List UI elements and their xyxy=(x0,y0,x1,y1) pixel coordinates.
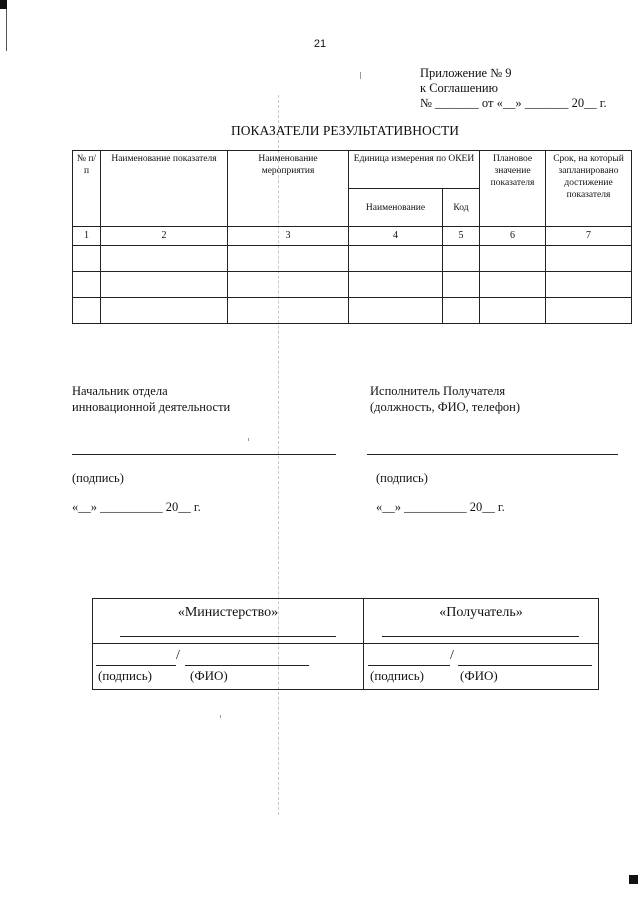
column-number: 2 xyxy=(101,227,228,246)
ministry-name-line[interactable] xyxy=(120,636,336,637)
empty-cell[interactable] xyxy=(101,272,228,298)
party-recipient: «Получатель» xyxy=(439,605,523,620)
scan-speck xyxy=(248,438,249,441)
column-number: 1 xyxy=(73,227,101,246)
right-title-line2: (должность, ФИО, телефон) xyxy=(370,400,521,414)
recipient-name-line[interactable] xyxy=(382,636,579,637)
header-deadline: Срок, на который запланировано достижение показателя xyxy=(546,151,632,227)
empty-cell[interactable] xyxy=(546,298,632,324)
party-ministry: «Министерство» xyxy=(177,605,279,620)
table-row xyxy=(73,246,632,272)
appendix-line: № _______ от «__» _______ 20__ г. xyxy=(420,96,607,110)
empty-cell[interactable] xyxy=(73,272,101,298)
right-date: «__» __________ 20__ г. xyxy=(376,500,505,514)
appendix-line: Приложение № 9 xyxy=(420,66,512,80)
empty-cell[interactable] xyxy=(546,272,632,298)
empty-cell[interactable] xyxy=(73,246,101,272)
table-row xyxy=(73,298,632,324)
column-number-row xyxy=(73,227,632,246)
header-indicator-name: Наименование показателя xyxy=(101,151,228,227)
right-signature-line[interactable] xyxy=(367,454,618,455)
header-unit-name: Наименование xyxy=(349,189,443,227)
empty-cell[interactable] xyxy=(349,272,443,298)
empty-cell[interactable] xyxy=(480,246,546,272)
box-divider xyxy=(92,643,598,644)
right-signature-label: (подпись) xyxy=(376,471,428,485)
empty-cell[interactable] xyxy=(443,246,480,272)
appendix-line: к Соглашению xyxy=(420,81,498,95)
scan-speck xyxy=(360,72,361,79)
header-unit-code: Код xyxy=(443,189,480,227)
header-unit-group: Единица измерения по ОКЕИ xyxy=(349,151,480,189)
ministry-fio-label: (ФИО) xyxy=(190,668,228,683)
column-number: 5 xyxy=(443,227,480,246)
ministry-fio-line[interactable] xyxy=(185,665,309,666)
empty-cell[interactable] xyxy=(228,272,349,298)
left-title-line2: инновационной деятельности xyxy=(72,400,231,414)
header-event-name: Наименование мероприятия xyxy=(228,151,349,227)
column-number: 4 xyxy=(349,227,443,246)
column-number: 7 xyxy=(546,227,632,246)
empty-cell[interactable] xyxy=(349,246,443,272)
recipient-fio-label: (ФИО) xyxy=(460,668,498,683)
scan-corner-mark xyxy=(0,0,7,9)
empty-cell[interactable] xyxy=(73,298,101,324)
empty-cell[interactable] xyxy=(228,298,349,324)
header-planned-value: Плановое значение показателя xyxy=(480,151,546,227)
right-title-line1: Исполнитель Получателя xyxy=(370,384,506,398)
recipient-fio-line[interactable] xyxy=(458,665,592,666)
ministry-signature-label: (подпись) xyxy=(98,668,152,683)
indicators-table xyxy=(72,150,632,324)
empty-cell[interactable] xyxy=(480,272,546,298)
scan-speck xyxy=(220,715,221,718)
empty-cell[interactable] xyxy=(443,272,480,298)
recipient-signature-line[interactable] xyxy=(368,665,450,666)
recipient-signature-label: (подпись) xyxy=(370,668,424,683)
slash-separator: / xyxy=(176,648,180,663)
ministry-signature-line[interactable] xyxy=(96,665,176,666)
left-signature-line[interactable] xyxy=(72,454,336,455)
appendix-block xyxy=(420,66,607,111)
empty-cell[interactable] xyxy=(101,298,228,324)
slash-separator: / xyxy=(450,648,454,663)
empty-cell[interactable] xyxy=(228,246,349,272)
left-date: «__» __________ 20__ г. xyxy=(72,500,201,514)
empty-cell[interactable] xyxy=(349,298,443,324)
column-number: 3 xyxy=(228,227,349,246)
table-row xyxy=(73,272,632,298)
scan-corner-mark xyxy=(629,875,638,884)
document-title: ПОКАЗАТЕЛИ РЕЗУЛЬТАТИВНОСТИ xyxy=(231,123,459,138)
empty-cell[interactable] xyxy=(101,246,228,272)
left-title-line1: Начальник отдела xyxy=(72,384,168,398)
empty-cell[interactable] xyxy=(480,298,546,324)
column-number: 6 xyxy=(480,227,546,246)
empty-cell[interactable] xyxy=(443,298,480,324)
page-number: 21 xyxy=(313,38,327,50)
empty-cell[interactable] xyxy=(546,246,632,272)
left-signature-label: (подпись) xyxy=(72,471,124,485)
header-num: № п/п xyxy=(73,151,101,227)
